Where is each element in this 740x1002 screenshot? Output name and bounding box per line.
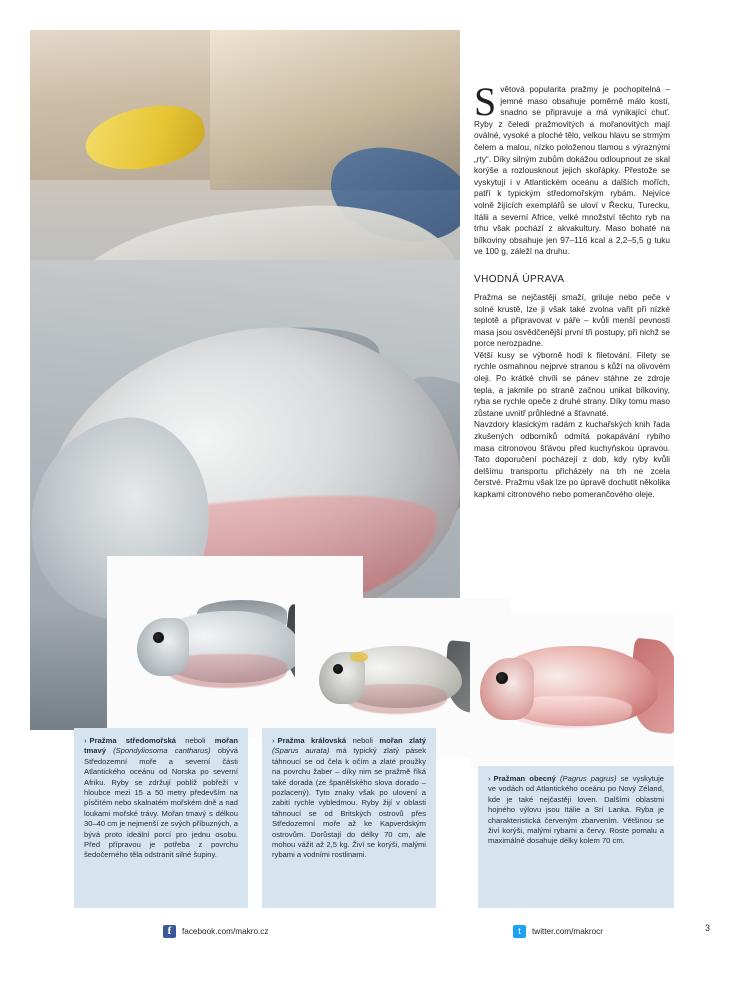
caption-text: se vyskytuje ve vodách od Atlantického oceánu po Nový Zéland, kde je také nejčastěji loven. Dalšími oblastmi hojného výlovu jsou Itálie a Srí Lanka. Ryba je charakteristická červeným zbarvením. Většinou se živí korýši, malými rybami a červy. Roste pomalu a maximálně dosahuje délky kolem 70 cm. [488,774,664,846]
caption-pramza-stredomorska [74,728,248,908]
page-number: 3 [704,923,710,933]
caption-pramzan-obecny [478,766,674,908]
caption-title-plain-1: neboli [346,736,380,745]
drop-cap: S [474,79,497,124]
caption-title-plain-1: neboli [176,736,215,745]
caption-latin-name: (Sparus aurata) [272,746,330,756]
caption-title-bold-1: Pražma královská [277,736,347,745]
fish3-head [480,658,534,720]
twitter-link[interactable] [513,925,603,938]
fish2-eye [333,664,343,674]
caption-text: obývá Středozemní moře a severní části Atlantického oceánu od Norska po severní Afriku. Ryby se zdržují poblíž pobřeží v hloubce mezi 15 a 50 metry především na písčitém nebo skalnatém mořském dně a nad loukami mořské trávy. Mořan tmavý s délkou 30–40 cm je nejmenší ze svých příbuzných, a bývá proto ideální porcí pro jednu osobu. Před přípravou je potřeba z povrchu šedočerného těla odstranit silné šupiny. [84,746,238,860]
caption-arrow-icon: › [84,736,87,745]
facebook-label: facebook.com/makro.cz [182,927,269,936]
section-paragraph-2: Větší kusy se výborně hodí k filetování. Filety se rychle osmahnou nejprve stranou s kůží na olivovém oleji. Po krátké chvíli se pánev stáhne ze zdroje tepla, a jakmile po straně začnou unikat bílkoviny, ryba se rychle opeče z druhé strany. Díky tomu maso zůstane uvnitř průhledné a šťavnaté. [474,349,670,418]
twitter-label: twitter.com/makrocr [532,927,603,936]
section-body [474,292,670,501]
caption-text: má typický zlatý pásek táhnoucí se od čela k očím a zlaté proužky na povrchu žaber – díky nim se pražmě říká také dorada (ze španělského slova dorado – pozlacený). Tyto znaky však po ulovení a zabití rychle vybledmou. Ryby žijí v oblasti táhnoucí se od Britských ostrovů přes Středozemní moře až ke Kapverdským ostrovům. Dorůstají do délky 70 cm, ale mohou vážit až 2,5 kg. Živí se korýši, malými rybami a vodními rostlinami. [272,746,427,860]
intro-paragraph [474,79,670,258]
caption-pramza-kralovska [262,728,436,908]
caption-arrow-icon: › [488,774,491,783]
fish3-eye [496,672,508,684]
twitter-icon: t [513,925,526,938]
specimen-photo-pramzan-obecny [470,612,674,768]
fish1-eye [153,632,164,643]
caption-title-bold-1: Pražman obecný [493,774,556,783]
section-heading: VHODNÁ ÚPRAVA [474,273,565,285]
facebook-icon: f [163,925,176,938]
caption-latin-name: (Pagrus pagrus) [560,774,617,783]
facebook-link[interactable] [163,925,268,938]
fish2-gold-stripe [350,652,368,662]
intro-text: větová popularita pražmy je pochopitelná – jemné maso obsahuje poměrně málo kostí, snadno se připravuje a má vynikající chuť. Ryby z čeledi pražmovitých a mořanovitých mají oválné, vysoké a ploché tělo, velkou hlavu se strmým čelem a malou, nízko položenou tlamou s výraznými „rty“. Díky silným zubům dokážou odloupnout ze skal korýše a rozlousknout jejich skořápky. Přestože se vyskytují i v Atlantickém oceánu a dalších mořích, patří k typickým středomořským rybám. Nejvíce volně žijících exemplářů se uloví v Řecku, Turecku, Itálii a severní Africe, velké množství těchto ryb na trhu však pochází z akvakultury. Maso bohaté na bílkoviny obsahuje jen 97–116 kcal a 2,2–5,5 g tuku ve 100 g, záleží na druhu. [474,84,670,257]
caption-latin-name: (Spondyliosoma cantharus) [113,746,211,756]
caption-title-bold-1: Pražma středomořská [89,736,177,745]
section-paragraph-3: Navzdory klasickým radám z kuchařských knih řada zkušených odborníků odmítá pokapávání rybího masa citronovou šťávou před kuchyňskou úpravou. Tato doporučení pocházejí z dob, kdy ryby kvůli delšímu transportu přicházely na trh ne zcela čerstvé. Pražmu však lze po úpravě dochutit několika kapkami citronového nebo pomerančového oleje. [474,419,670,499]
caption-arrow-icon: › [272,736,275,745]
page-footer [163,925,683,941]
fish1-head [137,618,189,676]
article-column [474,79,670,501]
caption-title-bold-2: mořan tmavý [84,736,238,756]
section-paragraph-1: Pražma se nejčastěji smaží, griluje nebo peče v solné krustě, lze ji však také zvolna vařit při nízké teplotě a připravovat v páře – kvůli menší pevnosti masa jsou osvědčenější první tři postupy, při nichž se porce nerozpadne. [474,291,670,349]
caption-title-bold-2: mořan zlatý [379,736,427,745]
